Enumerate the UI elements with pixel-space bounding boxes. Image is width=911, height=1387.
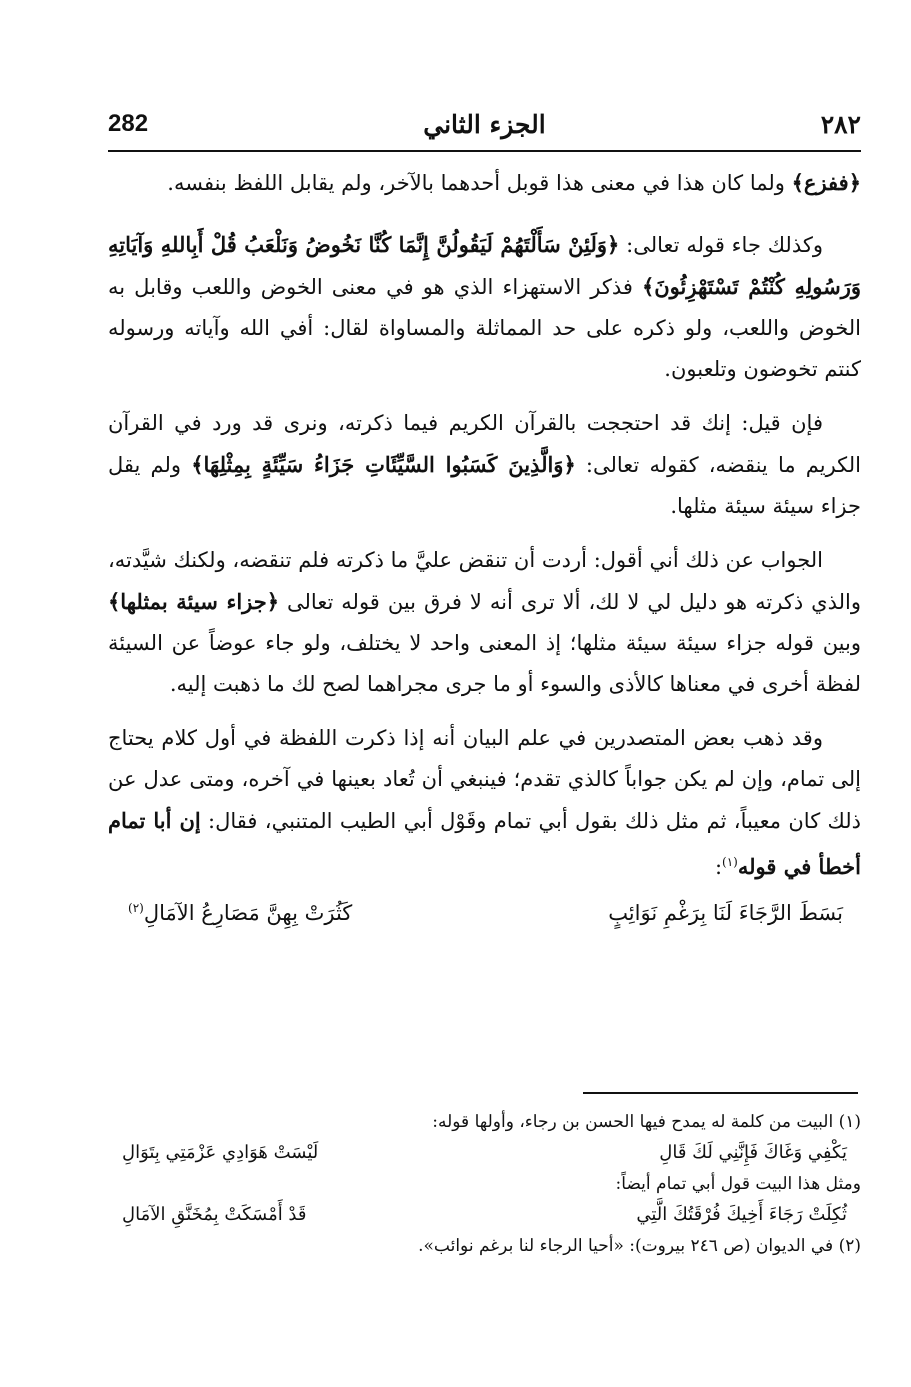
paragraph-text: ولما كان هذا في معنى هذا قوبل أحدهما بالآخر، ولم يقابل اللفظ بنفسه. xyxy=(167,171,792,195)
page-number-latin: 282 xyxy=(108,110,149,137)
page-header xyxy=(108,104,861,152)
paragraph-text: ولم يقل جزاء سيئة سيئة مثلها. xyxy=(108,453,861,518)
quran-quote: ﴿وَلَئِنْ سَأَلْتَهُمْ لَيَقُولُنَّ إِنَّمَا كُنَّا نَخُوضُ وَنَلْعَبُ قُلْ أَبِاللهِ وَآيَاتِهِ وَرَسُولِهِ كُنْتُمْ تَسْتَهْزِئُونَ﴾ xyxy=(108,232,861,299)
paragraph-5 xyxy=(108,718,861,888)
paragraph-text: فذكر الاستهزاء الذي هو في معنى الخوض واللعب وقابل به الخوض واللعب، ولو ذكره على حد المماثلة والمساواة لقال: أفي الله وآياته ورسوله كنتم تخوضون وتلعبون. xyxy=(108,275,861,381)
verse-second-hemistich: كَثُرَتْ بِهِنَّ مَصَارِعُ الآمَالِ$^{(٢)}$ xyxy=(128,901,353,925)
paragraph-4 xyxy=(108,540,861,705)
paragraph-text: وبين قوله جزاء سيئة سيئة مثلها؛ إذ المعنى واحد لا يختلف، ولو جاء عوضاً عن السيئة لفظة أخرى في معناها كالأذى والسوء أو ما جرى مجراهما لصح لك ما ذهبت إليه. xyxy=(108,631,861,696)
paragraph-intro: فإن قيل: إنك قد احتججت بالقرآن الكريم فيما ذكرته، ونرى قد ورد في القرآن الكريم ما ينقضه، كقوله تعالى: xyxy=(108,411,861,477)
footnote-marker: (١) xyxy=(722,855,738,869)
paragraph-intro: وكذلك جاء قوله تعالى: xyxy=(619,233,823,257)
page-number-arabic: ٢٨٢ xyxy=(820,110,861,139)
footnote-1-continued: ومثل هذا البيت قول أبي تمام أيضاً: xyxy=(615,1174,861,1194)
footnote-marker: (٢) xyxy=(128,901,144,915)
quran-quote: ﴿وَالَّذِينَ كَسَبُوا السَّيِّئَاتِ جَزَاءُ سَيِّئَةٍ بِمِثْلِهَا﴾ xyxy=(191,452,576,477)
verse-first-hemistich: ثُكِلَتْ رَجَاءَ أَخِيكَ فُرْقَتُكَ الَّتِي xyxy=(636,1204,847,1225)
poetry-verse xyxy=(108,901,861,925)
quran-quote: ﴿ففزع﴾ xyxy=(791,170,861,195)
footnotes xyxy=(108,1108,861,1260)
verse-second-hemistich: لَيْسَتْ هَوَادِي عَزْمَتِي بِتَوَالِ xyxy=(122,1142,319,1163)
paragraph-3 xyxy=(108,403,861,527)
footnote-verse-1 xyxy=(108,1136,861,1170)
quran-quote: ﴿جزاء سيئة بمثلها﴾ xyxy=(108,589,280,614)
main-text xyxy=(108,162,861,925)
paragraph-intro: الجواب عن ذلك أني أقول: أردت أن تنقض عليَّ ما ذكرته فلم تنقضه، ولكنك شيَّدته، والذي ذكرته هو دليل لي لا لك، ألا ترى أنه لا فرق بين قوله تعالى xyxy=(108,548,861,614)
paragraph-2 xyxy=(108,224,861,390)
paragraph-1 xyxy=(108,162,861,204)
paragraph-tail: : xyxy=(714,855,723,879)
bold-phrase: إن أبا تمام أخطأ في قوله xyxy=(108,808,861,879)
running-title: الجزء الثاني xyxy=(423,110,546,139)
footnote-2: (٢) في الديوان (ص ٢٤٦ بيروت): «أحيا الرجاء لنا برغم نوائب». xyxy=(418,1236,861,1256)
footnote-divider xyxy=(583,1092,858,1094)
verse-first-hemistich: بَسَطَ الرَّجَاءَ لَنَا بِرَغْمِ نَوَائِبٍ xyxy=(608,901,843,925)
verse-first-hemistich: يَكْفِي وَغَاكَ فَإِنَّنِي لَكَ قَالِ xyxy=(659,1142,847,1163)
footnote-verse-2 xyxy=(108,1198,861,1232)
footnote-1: (١) البيت من كلمة له يمدح فيها الحسن بن رجاء، وأولها قوله: xyxy=(432,1112,861,1132)
paragraph-text: وقد ذهب بعض المتصدرين في علم البيان أنه إذا ذكرت اللفظة في أول كلام يحتاج إلى تمام، وإن لم يكن جواباً كالذي تقدم؛ فينبغي أن تُعاد بعينها في آخره، ومتى عدل عن ذلك كان معيباً، ثم مثل ذلك بقول أبي تمام وقَوْل أبي الطيب المتنبي، فقال: xyxy=(108,726,861,833)
verse-second-hemistich: قَدْ أَمْسَكَتْ بِمُخَنَّقِ الآمَالِ xyxy=(122,1204,307,1225)
